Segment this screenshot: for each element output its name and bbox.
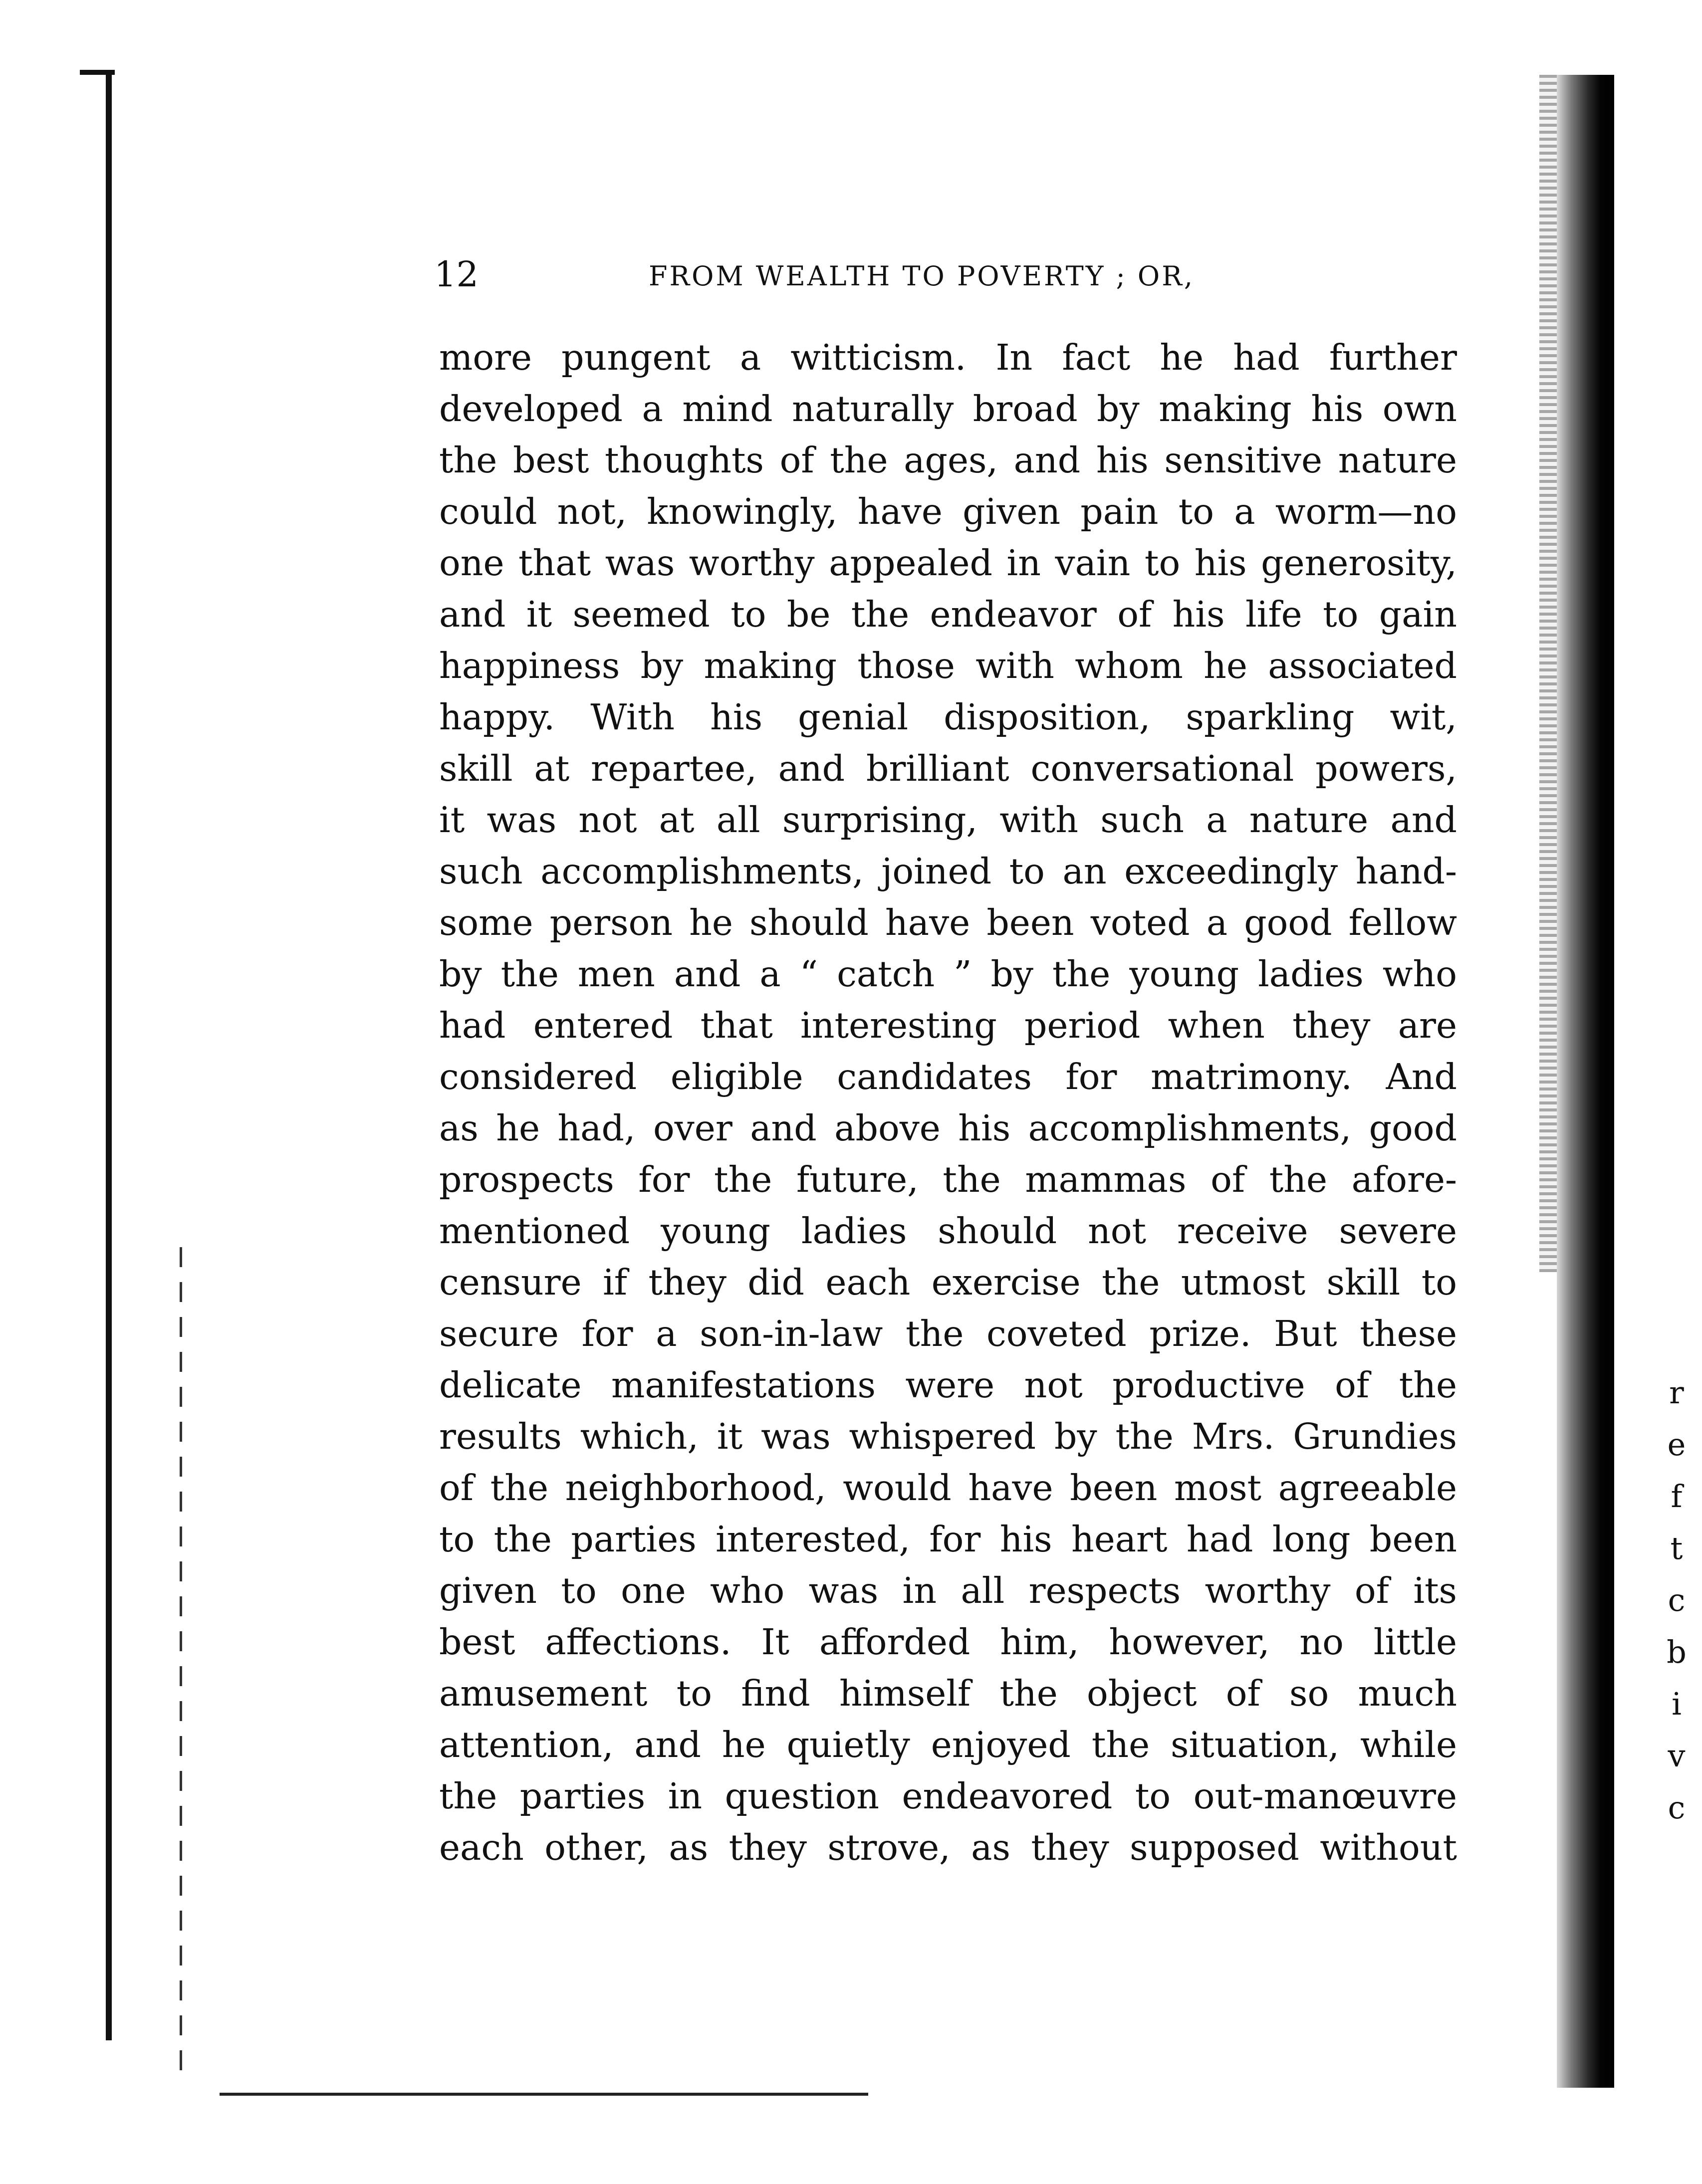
text-line: of the neighborhood, would have been most agreeable: [439, 1467, 1457, 1509]
right-page-edge-shadow: [1557, 75, 1614, 2088]
fragment-letter: c: [1668, 1789, 1686, 1826]
text-line: one that was worthy appealed in vain to his generosity,: [439, 542, 1457, 584]
left-scan-noise: [180, 1247, 182, 2070]
running-head: [434, 249, 1552, 299]
text-line: each other, as they strove, as they supposed without: [439, 1827, 1457, 1868]
text-line: it was not at all surprising, with such a nature and: [439, 799, 1457, 841]
text-line: censure if they did each exercise the utmost skill to: [439, 1262, 1457, 1303]
facing-page-fragment: [1662, 1367, 1692, 1834]
text-line: the best thoughts of the ages, and his sensitive nature: [439, 439, 1457, 481]
text-line: considered eligible candidates for matrimony. And: [439, 1056, 1457, 1097]
running-title: FROM WEALTH TO POVERTY ; OR,: [649, 260, 1195, 292]
text-line: happiness by making those with whom he associated: [439, 645, 1457, 686]
text-line: and it seemed to be the endeavor of his life to gain: [439, 594, 1457, 635]
fragment-letter: f: [1671, 1478, 1683, 1515]
fragment-letter: i: [1672, 1686, 1682, 1722]
text-line: some person he should have been voted a good fellow: [439, 902, 1457, 943]
text-line: could not, knowingly, have given pain to a worm—no: [439, 491, 1457, 532]
text-line: by the men and a “ catch ” by the young ladies who: [439, 953, 1457, 995]
left-binding-shadow: [106, 70, 112, 2040]
text-line: skill at repartee, and brilliant conversational powers,: [439, 748, 1457, 789]
text-line: mentioned young ladies should not receive severe: [439, 1210, 1457, 1252]
text-line: to the parties interested, for his heart had long been: [439, 1519, 1457, 1560]
text-line: delicate manifestations were not productive of the: [439, 1364, 1457, 1406]
fragment-letter: t: [1670, 1530, 1683, 1566]
text-line: more pungent a witticism. In fact he had further: [439, 337, 1457, 378]
body-paragraph: [439, 332, 1457, 1873]
fragment-letter: r: [1669, 1374, 1684, 1411]
text-line: results which, it was whispered by the Mrs. Grundies: [439, 1416, 1457, 1457]
fragment-letter: e: [1667, 1426, 1686, 1463]
text-line: developed a mind naturally broad by making his own: [439, 388, 1457, 430]
text-line: attention, and he quietly enjoyed the situation, while: [439, 1724, 1457, 1765]
text-line: had entered that interesting period when they are: [439, 1005, 1457, 1046]
text-line: given to one who was in all respects worthy of its: [439, 1570, 1457, 1611]
fragment-letter: b: [1667, 1634, 1687, 1670]
text-line: secure for a son-in-law the coveted prize. But these: [439, 1313, 1457, 1354]
text-line: the parties in question endeavored to out-manœuvre: [439, 1775, 1457, 1817]
text-line: prospects for the future, the mammas of the afore-: [439, 1159, 1457, 1200]
text-line: as he had, over and above his accomplishments, good: [439, 1107, 1457, 1149]
text-line: amusement to find himself the object of so much: [439, 1673, 1457, 1714]
fragment-letter: v: [1668, 1738, 1686, 1774]
bottom-scan-edge: [220, 2093, 868, 2096]
fragment-letter: c: [1668, 1582, 1686, 1618]
page-number: 12: [434, 254, 479, 295]
text-line: happy. With his genial disposition, sparkling wit,: [439, 696, 1457, 738]
text-line: such accomplishments, joined to an exceedingly hand-: [439, 851, 1457, 892]
text-line: best affections. It afforded him, however, no little: [439, 1621, 1457, 1663]
